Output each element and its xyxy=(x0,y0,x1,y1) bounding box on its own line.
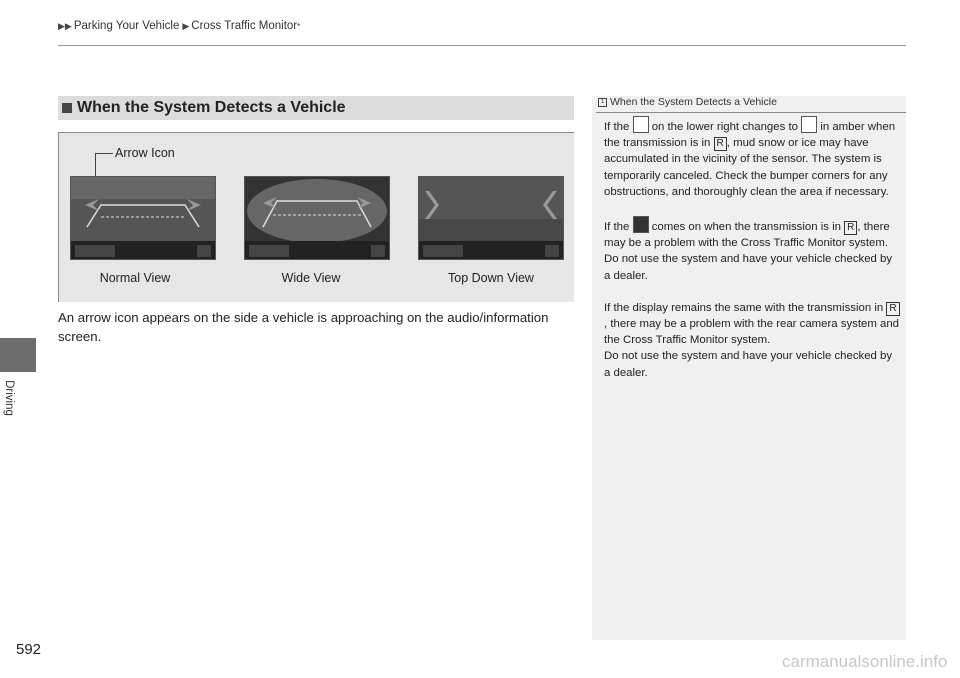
note-divider xyxy=(596,112,906,113)
section-heading xyxy=(58,96,574,120)
breadcrumb xyxy=(58,20,300,32)
page-number: 592 xyxy=(16,641,42,658)
reverse-key-icon: R xyxy=(886,302,899,316)
watermark: carmanualsonline.info xyxy=(782,652,948,671)
top-down-view-screen xyxy=(418,176,564,260)
sensor-off-icon xyxy=(801,116,817,133)
arrow-icon-callout: Arrow Icon xyxy=(115,146,175,160)
note-ref-icon: 1 xyxy=(598,98,607,107)
normal-view-screen xyxy=(70,176,216,260)
breadcrumb-arrow-icon: ▶ xyxy=(182,20,190,31)
breadcrumb-parking: Parking Your Vehicle xyxy=(73,20,180,32)
note-paragraph-1: If the on the lower right changes to in amber when the transmission is in R , mud snow or ice may have accumulated in the vicinity of the sensor. The system is temporarily canceled. Check the bumper corners for any obstructions, and thoroughly clean the area if necessary. xyxy=(604,116,900,200)
reverse-key-icon: R xyxy=(844,221,857,235)
square-bullet-icon xyxy=(62,103,72,113)
reverse-key-icon: R xyxy=(714,137,727,151)
section-title: When the System Detects a Vehicle xyxy=(77,99,346,116)
body-paragraph: An arrow icon appears on the side a vehicle is approaching on the audio/information screen. xyxy=(58,310,549,344)
header-divider xyxy=(58,45,906,46)
chapter-tab xyxy=(0,338,36,372)
note-title: 1 When the System Detects a Vehicle xyxy=(598,96,777,108)
caption-normal-view: Normal View xyxy=(99,271,171,285)
sensor-icon xyxy=(633,116,649,133)
caption-top-down-view: Top Down View xyxy=(448,271,534,285)
note-body xyxy=(604,116,900,397)
breadcrumb-arrow-icon: ▶▶ xyxy=(58,20,72,31)
sensor-fault-icon xyxy=(633,216,649,233)
note-paragraph-2: If the comes on when the transmission is in R , there may be a problem with the Cross Traffic Monitor system. Do not use the system and have your vehicle checked by a dealer. xyxy=(604,216,900,284)
callout-leader xyxy=(95,153,113,154)
note-paragraph-3: If the display remains the same with the transmission in R, there may be a problem with the rear camera system and the Cross Traffic Monitor system. xyxy=(604,301,900,347)
wide-view-screen xyxy=(244,176,390,260)
breadcrumb-cross-traffic: Cross Traffic Monitor xyxy=(191,20,298,32)
note-paragraph-4: Do not use the system and have your vehicle checked by a dealer. xyxy=(604,350,893,379)
asterisk-mark: * xyxy=(297,21,301,31)
caption-wide-view: Wide View xyxy=(281,271,341,285)
chapter-label: Driving xyxy=(2,380,15,416)
